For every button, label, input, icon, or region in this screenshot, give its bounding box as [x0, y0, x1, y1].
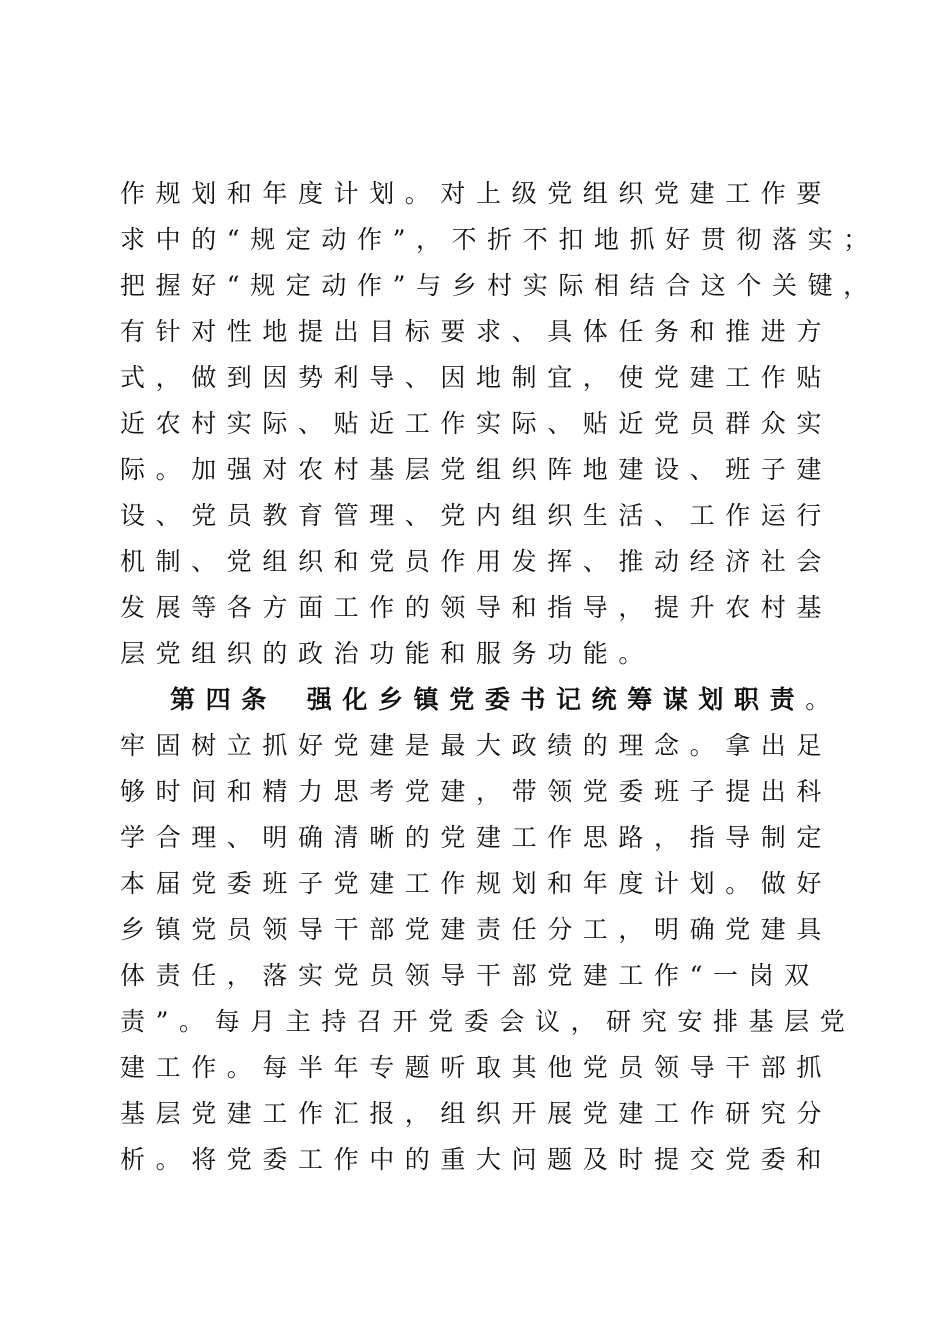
paragraph-line: 学合理、明确清晰的党建工作思路，指导制定 [120, 823, 833, 852]
paragraph-line: 有针对性地提出目标要求、具体任务和推进方 [120, 317, 833, 346]
paragraph-line: 基层党建工作汇报，组织开展党建工作研究分 [120, 1099, 833, 1128]
paragraph-line: 层党组织的政治功能和服务功能。 [120, 639, 655, 668]
paragraph-line: 责”。每月主持召开党委会议，研究安排基层党 [120, 1007, 856, 1036]
paragraph-line: 近农村实际、贴近工作实际、贴近党员群众实 [120, 409, 833, 438]
article-title: 强化乡镇党委书记统筹谋划职责 [306, 685, 806, 714]
paragraph-line: 建工作。每半年专题听取其他党员领导干部抓 [120, 1053, 833, 1082]
paragraph-line: 求中的“规定动作”，不折不扣地抓好贯彻落实； [120, 225, 879, 254]
paragraph-line: 机制、党组织和党员作用发挥、推动经济社会 [120, 547, 833, 576]
paragraph-line: 把握好“规定动作”与乡村实际相结合这个关键， [120, 271, 879, 300]
paragraph-line: 设、党员教育管理、党内组织生活、工作运行 [120, 501, 833, 530]
paragraph-line: 体责任，落实党员领导干部党建工作“一岗双 [120, 961, 820, 990]
article-number: 第四条 [170, 685, 277, 714]
paragraph-line: 际。加强对农村基层党组织阵地建设、班子建 [120, 455, 833, 484]
paragraph-line: 够时间和精力思考党建，带领党委班子提出科 [120, 777, 833, 806]
paragraph-line: 牢固树立抓好党建是最大政绩的理念。拿出足 [120, 731, 833, 760]
paragraph-line: 乡镇党员领导干部党建责任分工，明确党建具 [120, 915, 833, 944]
paragraph-line: 析。将党委工作中的重大问题及时提交党委和 [120, 1145, 833, 1174]
article-heading-line [170, 680, 870, 720]
paragraph-line: 本届党委班子党建工作规划和年度计划。做好 [120, 869, 833, 898]
paragraph-line: 式，做到因势利导、因地制宜，使党建工作贴 [120, 363, 833, 392]
paragraph-line: 作规划和年度计划。对上级党组织党建工作要 [120, 179, 833, 208]
paragraph-line: 发展等各方面工作的领导和指导，提升农村基 [120, 593, 833, 622]
article-period: 。 [805, 685, 841, 714]
